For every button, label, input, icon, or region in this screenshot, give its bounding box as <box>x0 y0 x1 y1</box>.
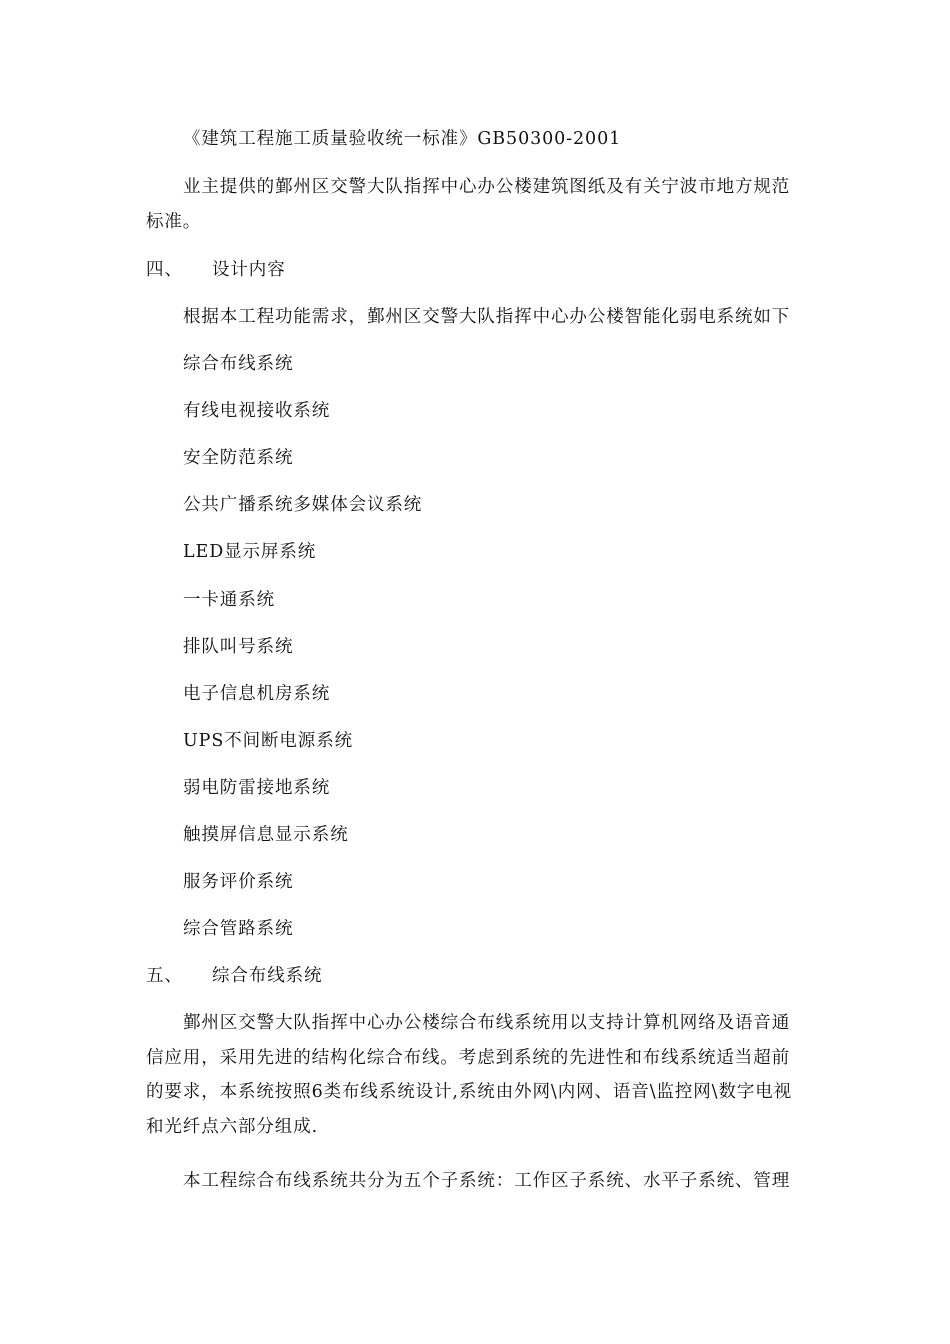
drawings-paragraph: 业主提供的鄞州区交警大队指挥中心办公楼建筑图纸及有关宁波市地方规范标准。 <box>146 177 791 232</box>
system-list-item: 综合管路系统 <box>183 919 294 939</box>
subsystems-paragraph: 本工程综合布线系统共分为五个子系统：工作区子系统、水平子系统、管理 <box>183 1171 791 1191</box>
system-list-item: 服务评价系统 <box>183 872 294 892</box>
system-list-item: 公共广播系统多媒体会议系统 <box>183 495 423 515</box>
section-number: 五、 <box>146 966 183 986</box>
system-list-item: 安全防范系统 <box>183 448 294 468</box>
cabling-intro-paragraph: 鄞州区交警大队指挥中心办公楼综合布线系统用以支持计算机网络及语音通信应用，采用先进的结构化综合布线。考虑到系统的先进性和布线系统适当超前的要求，本系统按照6类布线系统设计,系统由外网\内网、语音\监控网\数字电视和光纤点六部分组成. <box>146 1013 793 1137</box>
requirements-paragraph: 根据本工程功能需求，鄞州区交警大队指挥中心办公楼智能化弱电系统如下 <box>183 307 791 327</box>
section-title: 综合布线系统 <box>212 966 323 986</box>
section-title: 设计内容 <box>212 260 286 280</box>
standard-reference-paragraph: 《建筑工程施工质量验收统一标准》GB50300-2001 <box>183 129 622 149</box>
system-list-item: 弱电防雷接地系统 <box>183 778 331 798</box>
section-heading-four <box>146 258 286 282</box>
system-list-item: 电子信息机房系统 <box>183 684 331 704</box>
system-list-item: 排队叫号系统 <box>183 637 294 657</box>
system-list-item: 触摸屏信息显示系统 <box>183 825 349 845</box>
system-list-item: 有线电视接收系统 <box>183 401 331 421</box>
system-list-item: 一卡通系统 <box>183 590 275 610</box>
system-list-item: LED显示屏系统 <box>183 542 317 562</box>
system-list-item: 综合布线系统 <box>183 354 294 374</box>
system-list-item: UPS不间断电源系统 <box>183 731 354 751</box>
section-heading-five <box>146 964 322 988</box>
section-number: 四、 <box>146 260 183 280</box>
